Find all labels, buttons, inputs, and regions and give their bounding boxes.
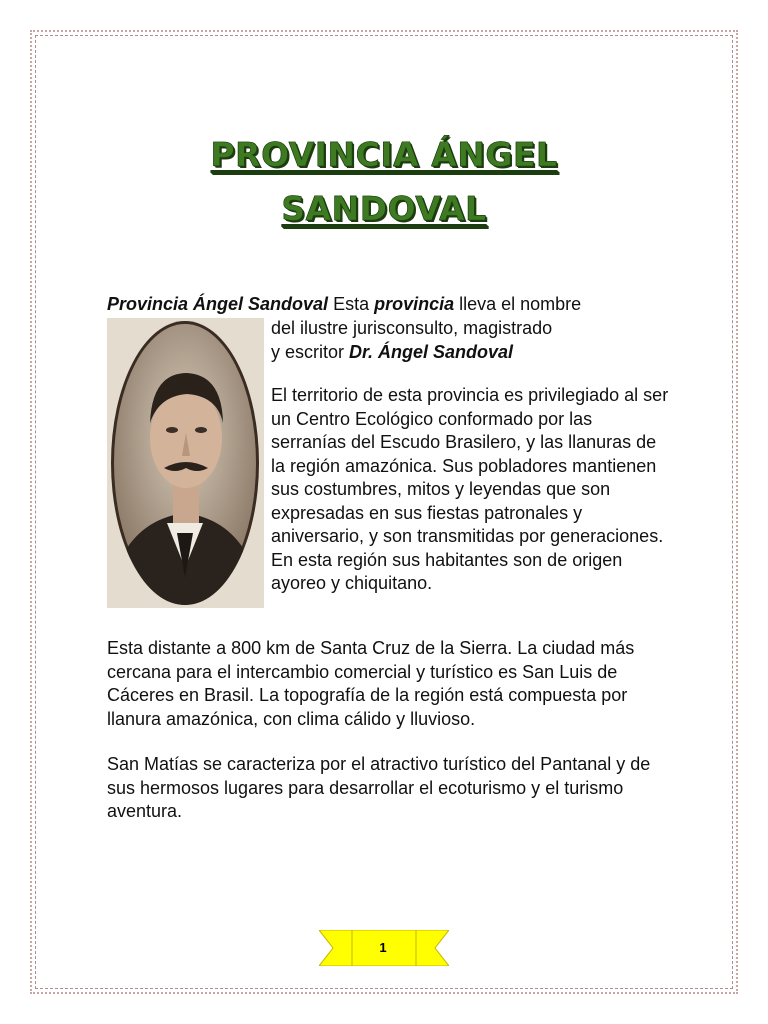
intro-line-3 — [271, 341, 671, 365]
paragraph-distance: Esta distante a 800 km de Santa Cruz de la Sierra. La ciudad más cercana para el intercambio comercial y turístico es San Luis de Cáceres en Brasil. La topografía de la región está compuesta por llanura amazónica, con clima cálido y lluvioso. — [107, 638, 635, 729]
title-line-1: PROVINCIA ÁNGEL — [210, 135, 558, 174]
intro-line-1 — [107, 293, 667, 317]
page-number: 1 — [379, 940, 387, 955]
portrait-photo — [107, 318, 264, 608]
intro-line-3-prefix: y escritor — [271, 341, 350, 362]
intro-lines-2-3 — [271, 317, 671, 364]
intro-text-a: Esta — [328, 294, 375, 314]
intro-dr-name: Dr. Ángel Sandoval — [349, 341, 514, 362]
portrait-illustration — [107, 318, 264, 608]
intro-name: Provincia Ángel Sandoval — [107, 294, 329, 314]
title-line-2: SANDOVAL — [281, 189, 487, 228]
page-title — [120, 128, 648, 236]
paragraph-territory: El territorio de esta provincia es privilegiado al ser un Centro Ecológico conformado por las serranías del Escudo Brasilero, y las llanuras de la región amazónica. Sus pobladores mantienen sus costumbres, mitos y leyendas que son expresadas en sus fiestas patronales y aniversario, y son transmitidas por generaciones. En esta región sus habitantes son de origen ayoreo y chiquitano. — [271, 385, 669, 593]
intro-line-2: del ilustre jurisconsulto, magistrado — [271, 318, 553, 338]
intro-text-b: lleva el nombre — [454, 294, 582, 314]
paragraph-san-matias: San Matías se caracteriza por el atractivo turístico del Pantanal y de sus hermosos lugares para desarrollar el ecoturismo y el turismo aventura. — [107, 754, 651, 821]
intro-province: provincia — [374, 294, 455, 314]
